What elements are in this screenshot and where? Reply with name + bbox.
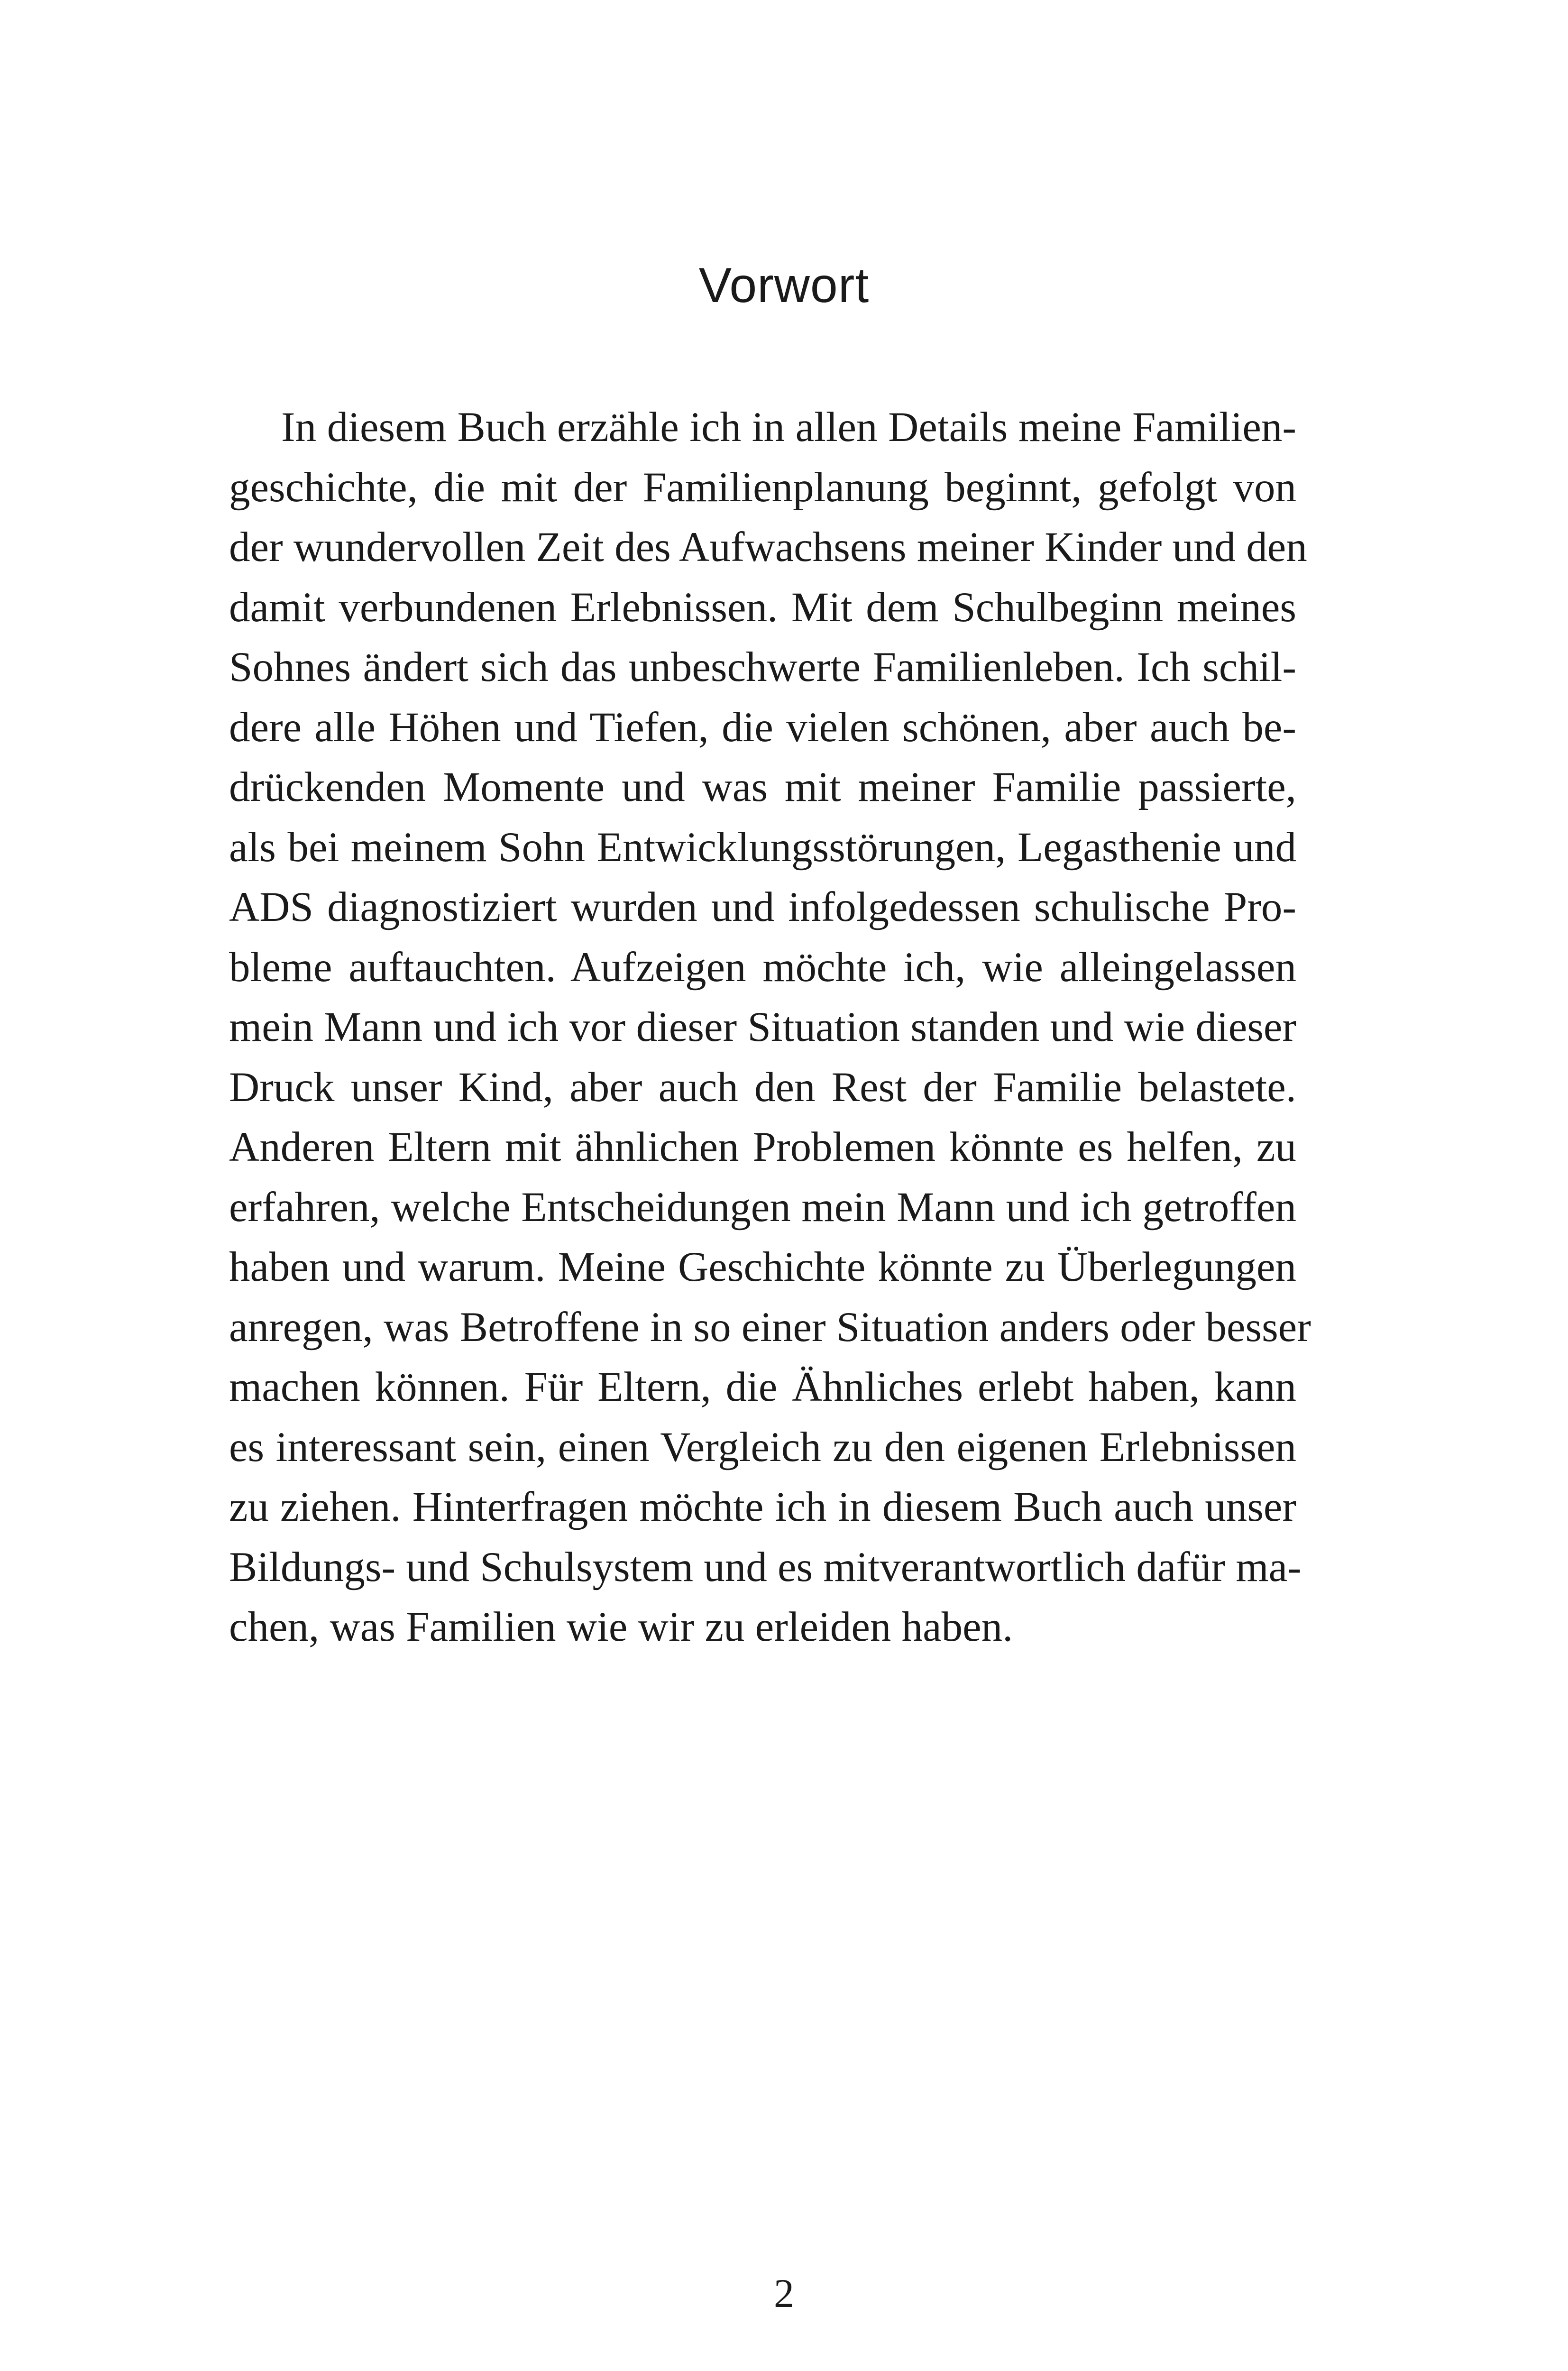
text-line: geschichte, die mit der Familienplanung beginnt, gefolgt von [229, 464, 1296, 511]
chapter-title: Vorwort [698, 258, 870, 313]
text-line: dere alle Höhen und Tiefen, die vielen schönen, aber auch be- [229, 704, 1296, 751]
text-line: Sohnes ändert sich das unbeschwerte Familienleben. Ich schil- [229, 644, 1296, 690]
text-line: erfahren, welche Entscheidungen mein Mann und ich getroffen [229, 1184, 1296, 1231]
text-line: mein Mann und ich vor dieser Situation standen und wie dieser [229, 1004, 1296, 1050]
text-line: In diesem Buch erzähle ich in allen Details meine Familien- [281, 404, 1296, 450]
text-line: Druck unser Kind, aber auch den Rest der Familie belastete. [229, 1064, 1296, 1111]
text-line: zu ziehen. Hinterfragen möchte ich in diesem Buch auch unser [229, 1484, 1296, 1530]
text-line: machen können. Für Eltern, die Ähnliches erlebt haben, kann [229, 1364, 1296, 1410]
text-line: drückenden Momente und was mit meiner Familie passierte, [229, 764, 1296, 810]
body-paragraph [229, 397, 1311, 1657]
text-line: chen, was Familien wie wir zu erleiden haben. [229, 1604, 1013, 1650]
text-line: es interessant sein, einen Vergleich zu den eigenen Erlebnissen [229, 1424, 1296, 1470]
text-line: der wundervollen Zeit des Aufwachsens meiner Kinder und den [229, 524, 1307, 570]
text-line: anregen, was Betroffene in so einer Situation anders oder besser [229, 1304, 1311, 1351]
text-line: ADS diagnostiziert wurden und infolgedessen schulische Pro- [229, 884, 1296, 930]
text-line: bleme auftauchten. Aufzeigen möchte ich, wie alleingelassen [229, 944, 1296, 991]
text-line: damit verbundenen Erlebnissen. Mit dem Schulbeginn meines [229, 584, 1296, 631]
text-line: Bildungs- und Schulsystem und es mitverantwortlich dafür ma- [229, 1544, 1302, 1590]
text-line: als bei meinem Sohn Entwicklungsstörungen, Legasthenie und [229, 824, 1296, 871]
text-line: Anderen Eltern mit ähnlichen Problemen könnte es helfen, zu [229, 1124, 1296, 1170]
page-number: 2 [774, 2270, 794, 2316]
text-line: haben und warum. Meine Geschichte könnte zu Überlegungen [229, 1244, 1296, 1290]
